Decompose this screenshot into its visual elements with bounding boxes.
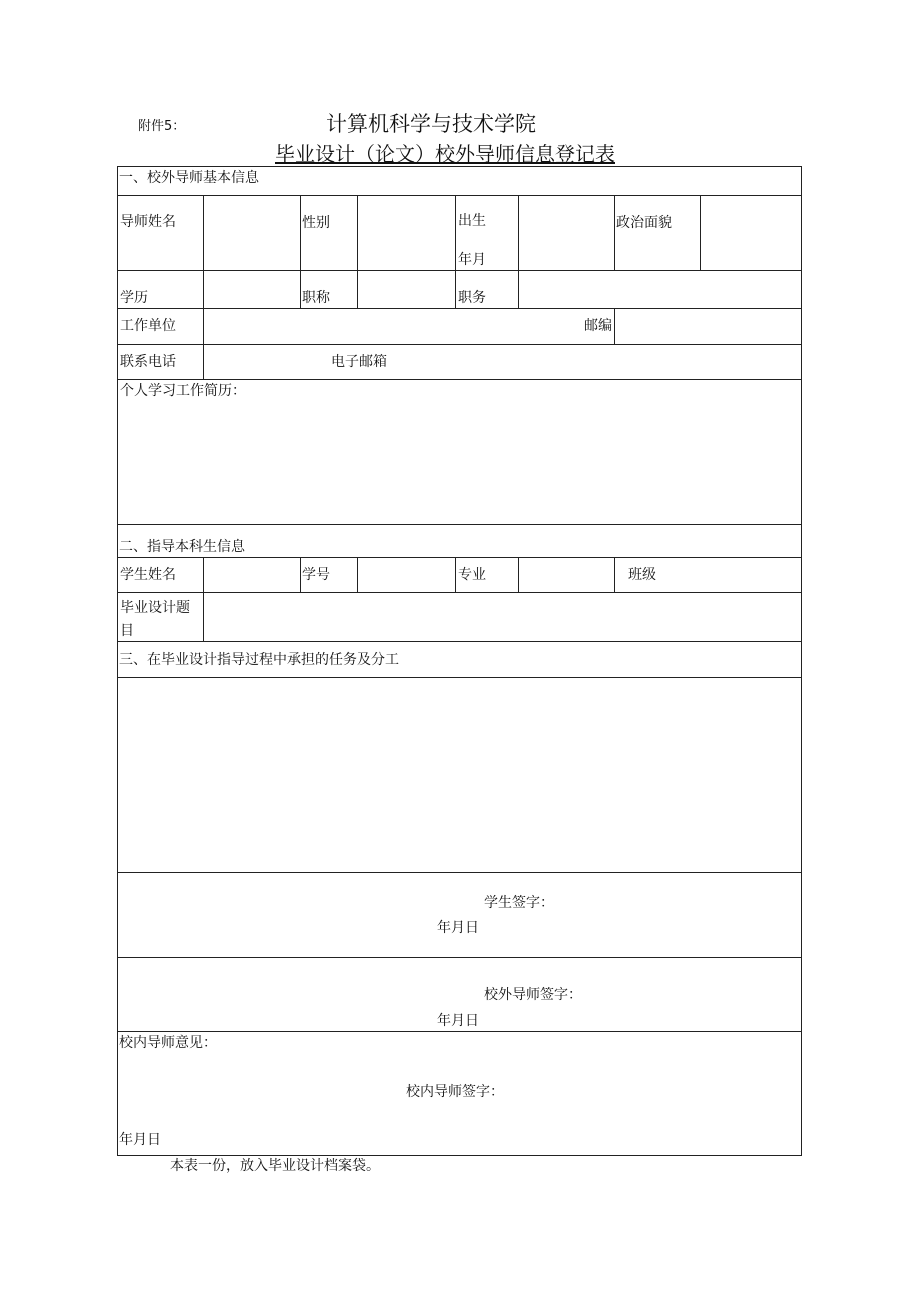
professional-title-label: 职称	[302, 290, 330, 306]
external-advisor-signature-date: 年月日	[437, 1013, 479, 1029]
birth-label-line1: 出生	[458, 213, 486, 229]
resume-label: 个人学习工作简历：	[120, 383, 246, 399]
section2-heading: 二、指导本科生信息	[119, 539, 245, 555]
school-name: 计算机科学与技术学院	[326, 112, 536, 136]
postcode-label: 邮编	[584, 318, 612, 334]
education-label: 学历	[120, 290, 148, 306]
workplace-label: 工作单位	[120, 318, 176, 334]
phone-label: 联系电话	[120, 354, 176, 370]
section1-heading: 一、校外导师基本信息	[119, 170, 259, 186]
section3-heading: 三、在毕业设计指导过程中承担的任务及分工	[119, 652, 399, 668]
student-signature-date: 年月日	[437, 920, 479, 936]
internal-advisor-signature-date: 年月日	[119, 1132, 161, 1148]
email-label: 电子邮箱	[331, 354, 387, 370]
major-label: 专业	[458, 567, 486, 583]
class-label: 班级	[628, 567, 656, 583]
student-id-label: 学号	[302, 567, 330, 583]
student-signature-label: 学生签字：	[484, 895, 554, 911]
attachment-label: 附件5：	[138, 119, 186, 134]
footer-note: 本表一份，放入毕业设计档案袋。	[170, 1158, 380, 1174]
form-title: 毕业设计（论文）校外导师信息登记表	[275, 142, 615, 166]
internal-advisor-signature-label: 校内导师签字：	[406, 1084, 504, 1100]
topic-label-line1: 毕业设计题	[120, 600, 190, 616]
internal-advisor-opinion-label: 校内导师意见：	[119, 1035, 217, 1051]
advisor-name-label: 导师姓名	[120, 214, 176, 230]
external-advisor-signature-label: 校外导师签字：	[484, 987, 582, 1003]
birth-label-line2: 年月	[458, 252, 486, 268]
political-status-label: 政治面貌	[616, 215, 672, 231]
topic-label-line2: 目	[120, 623, 134, 639]
gender-label: 性别	[302, 215, 330, 231]
position-label: 职务	[458, 290, 486, 306]
student-name-label: 学生姓名	[120, 567, 176, 583]
